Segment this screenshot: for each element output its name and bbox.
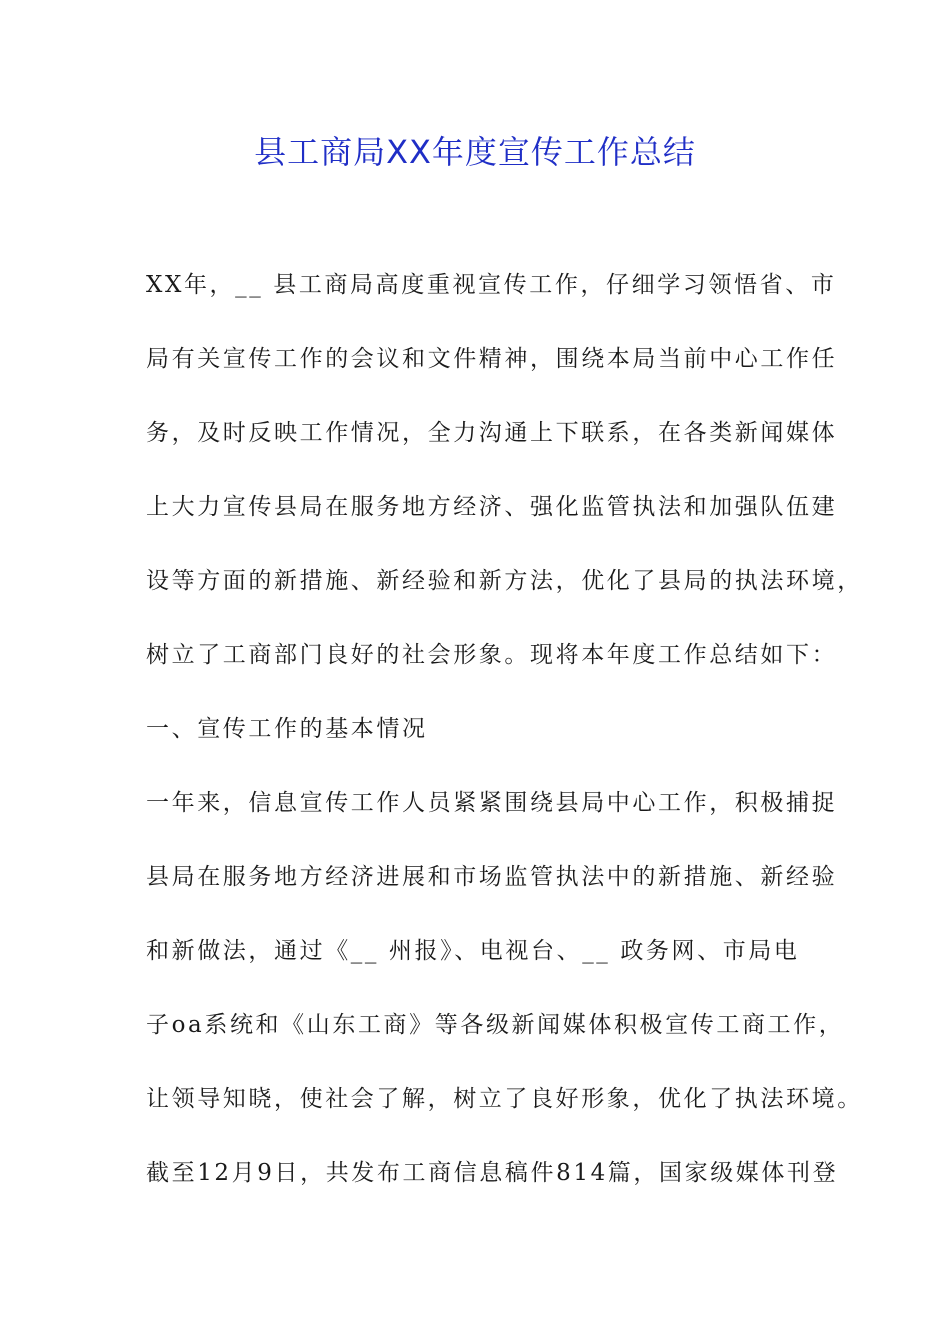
paragraph-line-2: 局有关宣传工作的会议和文件精神，围绕本局当前中心工作任 (146, 346, 838, 372)
document-body (146, 262, 863, 1224)
paragraph-line-5: 设等方面的新措施、新经验和新方法，优化了县局的执法环境， (146, 568, 863, 594)
paragraph-line-9: 和新做法，通过《__ 州报》、电视台、__ 政务网、市局电 (146, 938, 800, 964)
paragraph-line-11: 让领导知晓，使社会了解，树立了良好形象，优化了执法环境。 (146, 1086, 863, 1112)
document-title: 县工商局XX年度宣传工作总结 (254, 133, 696, 171)
paragraph-line-10: 子oa系统和《山东工商》等各级新闻媒体积极宣传工商工作， (146, 1012, 845, 1038)
paragraph-line-3: 务，及时反映工作情况，全力沟通上下联系，在各类新闻媒体 (146, 420, 838, 446)
section-heading-1: 一、宣传工作的基本情况 (146, 716, 428, 742)
paragraph-line-7: 一年来，信息宣传工作人员紧紧围绕县局中心工作，积极捕捉 (146, 790, 838, 816)
paragraph-line-1: XX年，__ 县工商局高度重视宣传工作，仔细学习领悟省、市 (146, 272, 837, 298)
paragraph-line-4: 上大力宣传县局在服务地方经济、强化监管执法和加强队伍建 (146, 494, 838, 520)
paragraph-line-6: 树立了工商部门良好的社会形象。现将本年度工作总结如下： (146, 642, 838, 668)
paragraph-line-12: 截至12月9日，共发布工商信息稿件814篇，国家级媒体刊登 (146, 1160, 839, 1186)
paragraph-line-8: 县局在服务地方经济进展和市场监管执法中的新措施、新经验 (146, 864, 838, 890)
